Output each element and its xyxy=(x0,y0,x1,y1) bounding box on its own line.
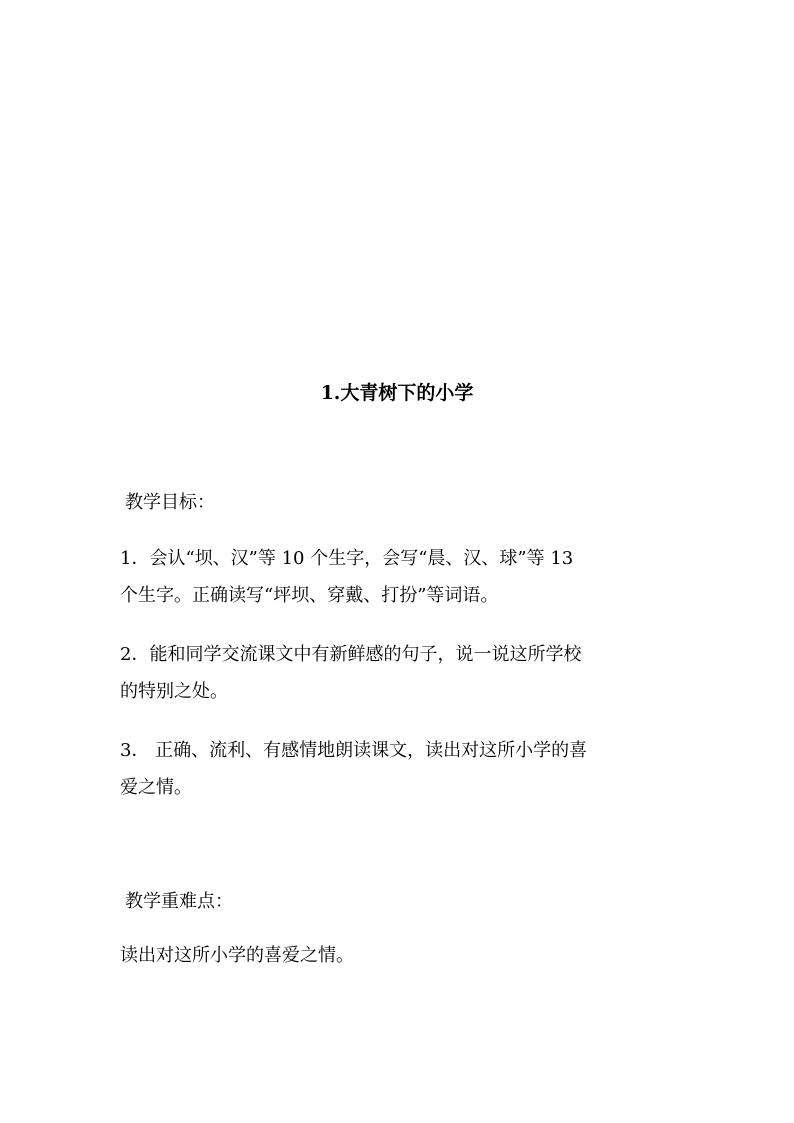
objective-item-3-line-2: 爱之情。 xyxy=(120,777,192,798)
difficulties-text: 读出对这所小学的喜爱之情。 xyxy=(120,945,354,966)
objective-item-3-line-1: 3． 正确、流利、有感情地朗读课文，读出对这所小学的喜 xyxy=(120,740,588,761)
objective-item-1 xyxy=(120,540,680,614)
difficulties-heading: 教学重难点： xyxy=(125,891,233,912)
objectives-heading: 教学目标： xyxy=(125,492,215,513)
objective-item-3 xyxy=(120,732,680,806)
objective-item-2 xyxy=(120,636,680,710)
objective-item-1-line-1: 1．会认“坝、汉”等 10 个生字，会写“晨、汉、球”等 13 xyxy=(120,548,574,569)
objective-item-2-line-2: 的特别之处。 xyxy=(120,681,228,702)
objective-item-1-line-2: 个生字。正确读写“坪坝、穿戴、打扮”等词语。 xyxy=(120,585,499,606)
page-title: 1.大青树下的小学 xyxy=(320,382,474,404)
objective-item-2-line-1: 2．能和同学交流课文中有新鲜感的句子，说一说这所学校 xyxy=(120,644,582,665)
